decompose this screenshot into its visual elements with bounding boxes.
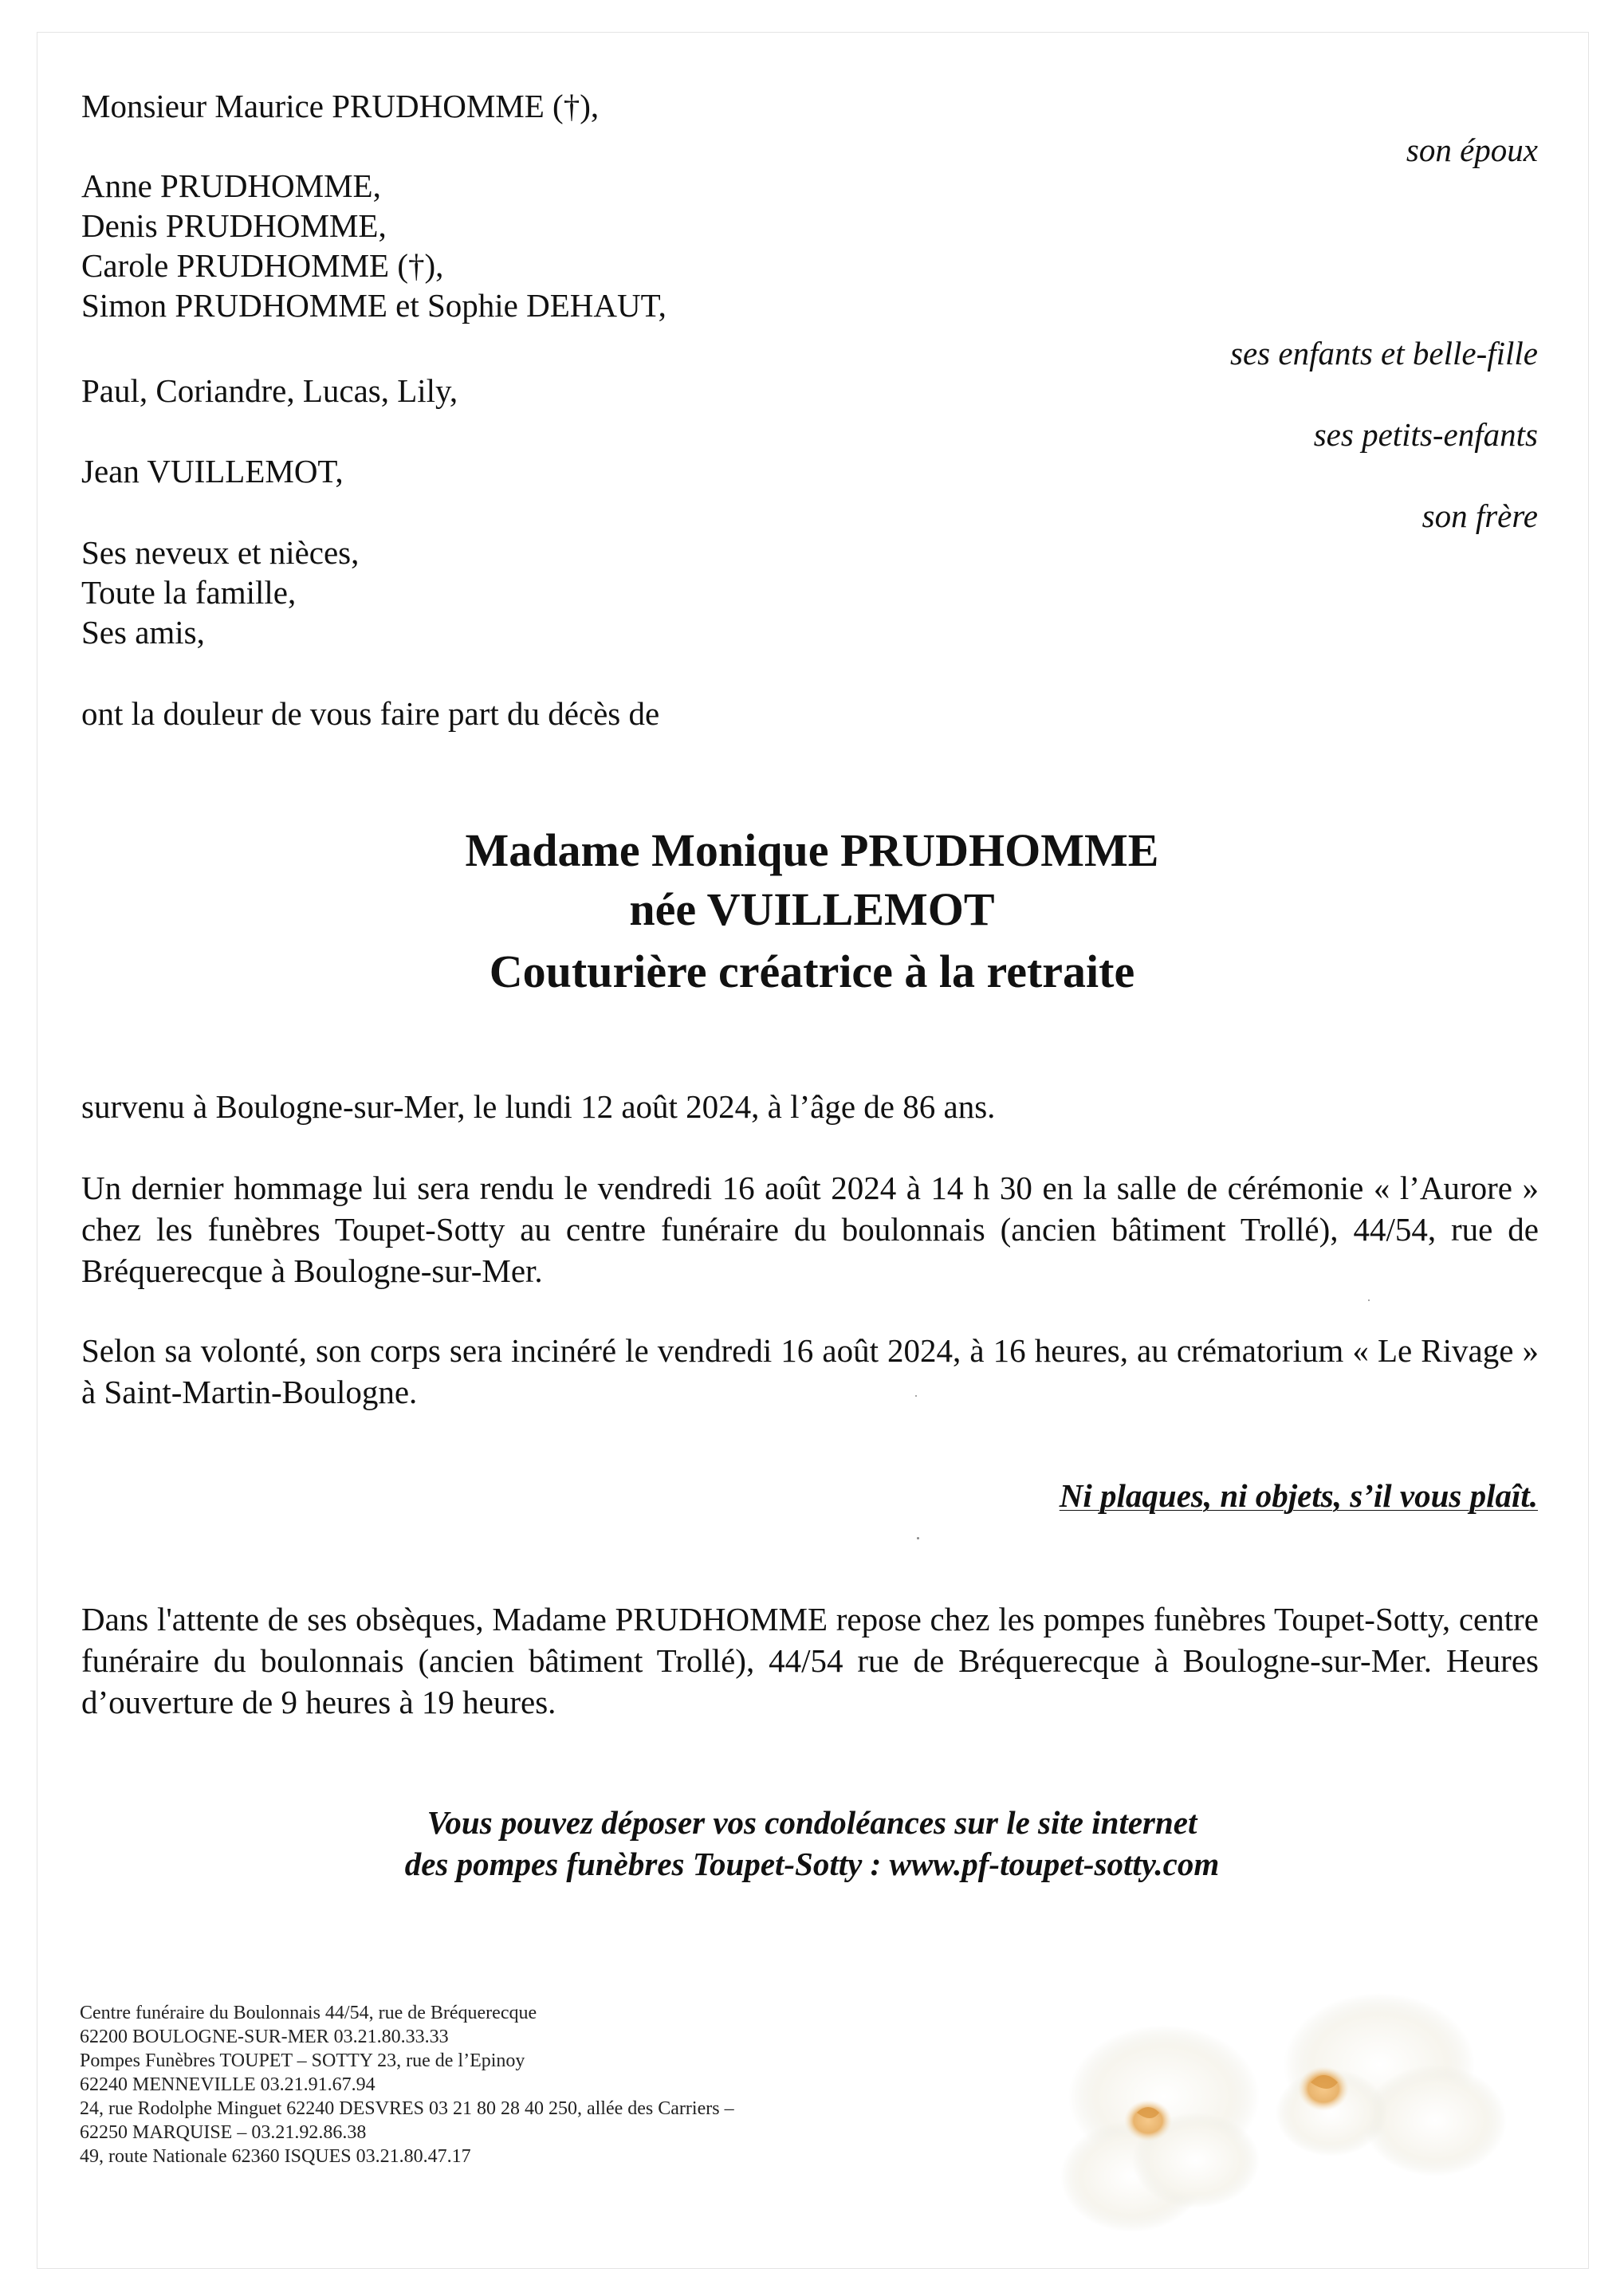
grandchildren-names: Paul, Coriandre, Lucas, Lily,: [81, 372, 458, 409]
orchid-flowers-decoration: [1060, 1977, 1587, 2248]
deceased-profession: Couturière créatrice à la retraite: [489, 946, 1135, 997]
repose-paragraph: Dans l'attente de ses obsèques, Madame PRUDHOMME repose chez les pompes funèbres Toupet-Sotty, centre funéraire du boulonnais (ancien bâtiment Trollé), 44/54 rue de Bréquerecque à Boulogne-sur-Mer. Heures d’ouverture de 9 heures à 19 heures.: [81, 1601, 1539, 1720]
funeral-home-addresses: [80, 2001, 734, 2168]
orchid-left-icon: [1060, 2025, 1260, 2232]
tribute-paragraph: Un dernier hommage lui sera rendu le vendredi 16 août 2024 à 14 h 30 en la salle de cérémonie « l’Aurore » chez les funèbres Toupet-Sotty au centre funéraire du boulonnais (ancien bâtiment Trollé), 44/54, rue de Bréquerecque à Boulogne-sur-Mer.: [81, 1170, 1539, 1289]
cremation-paragraph: Selon sa volonté, son corps sera incinéré le vendredi 16 août 2024, à 16 heures, au crématorium « Le Rivage » à Saint-Martin-Boulogne.: [81, 1332, 1539, 1410]
footer-line: Centre funéraire du Boulonnais 44/54, rue de Bréquerecque: [80, 2003, 537, 2023]
death-notice: survenu à Boulogne-sur-Mer, le lundi 12 août 2024, à l’âge de 86 ans.: [81, 1088, 996, 1125]
deceased-name: Madame Monique PRUDHOMME: [465, 824, 1159, 876]
condolences-line: Vous pouvez déposer vos condoléances sur le site internet: [427, 1804, 1197, 1841]
orchid-right-icon: [1276, 1993, 1507, 2176]
child-name: Anne PRUDHOMME,: [81, 167, 381, 204]
child-name: Denis PRUDHOMME,: [81, 207, 387, 244]
no-flowers-note: Ni plaques, ni objets, s’il vous plaît.: [1059, 1477, 1538, 1514]
scan-speck: [915, 1395, 917, 1397]
announcement-intro: ont la douleur de vous faire part du décès de: [81, 695, 660, 732]
footer-line: 24, rue Rodolphe Minguet 62240 DESVRES 03 21 80 28 40 250, allée des Carriers –: [80, 2098, 734, 2119]
condolences-line: des pompes funèbres Toupet-Sotty : www.pf-toupet-sotty.com: [404, 1846, 1220, 1882]
footer-line: 62240 MENNEVILLE 03.21.91.67.94: [80, 2074, 376, 2095]
family-line: Ses neveux et nièces,: [81, 534, 360, 571]
child-name: Simon PRUDHOMME et Sophie DEHAUT,: [81, 287, 667, 324]
deceased-maiden-name: née VUILLEMOT: [629, 883, 995, 935]
footer-line: 49, route Nationale 62360 ISQUES 03.21.80.47.17: [80, 2146, 471, 2167]
grandchildren-role: ses petits-enfants: [1313, 416, 1538, 453]
children-role: ses enfants et belle-fille: [1230, 335, 1538, 372]
family-line: Toute la famille,: [81, 574, 297, 611]
family-line: Ses amis,: [81, 614, 205, 651]
husband-name: Monsieur Maurice PRUDHOMME (†),: [81, 88, 600, 124]
brother-name: Jean VUILLEMOT,: [81, 453, 344, 489]
footer-line: 62250 MARQUISE – 03.21.92.86.38: [80, 2122, 367, 2143]
child-name: Carole PRUDHOMME (†),: [81, 247, 444, 284]
footer-line: 62200 BOULOGNE-SUR-MER 03.21.80.33.33: [80, 2027, 449, 2047]
scan-speck: [1368, 1299, 1370, 1301]
husband-role: son époux: [1406, 132, 1538, 168]
footer-line: Pompes Funèbres TOUPET – SOTTY 23, rue de l’Epinoy: [80, 2050, 525, 2071]
brother-role: son frère: [1421, 497, 1538, 534]
scan-speck: [917, 1537, 919, 1539]
